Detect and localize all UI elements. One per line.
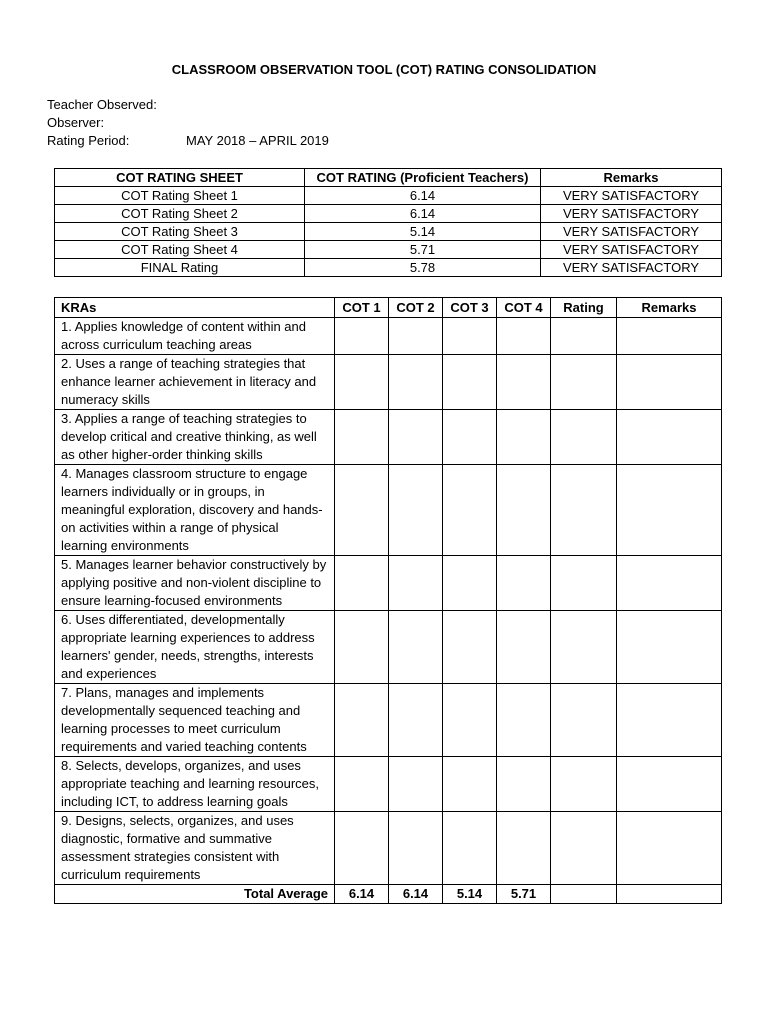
rating-cell xyxy=(617,556,722,611)
table-header-row xyxy=(55,298,722,318)
table-cell: VERY SATISFACTORY xyxy=(541,187,722,205)
rating-cell xyxy=(389,410,443,465)
rating-cell xyxy=(443,684,497,757)
total-average-value: 5.14 xyxy=(443,885,497,904)
rating-cell xyxy=(617,410,722,465)
field-rating-period xyxy=(47,132,329,150)
rating-cell xyxy=(551,757,617,812)
rating-cell xyxy=(335,318,389,355)
table-cell: COT Rating Sheet 2 xyxy=(55,205,305,223)
rating-cell xyxy=(617,684,722,757)
rating-cell xyxy=(551,465,617,556)
rating-cell xyxy=(389,318,443,355)
rating-cell xyxy=(551,318,617,355)
rating-cell xyxy=(335,812,389,885)
table-row xyxy=(55,241,722,259)
kra-description: 1. Applies knowledge of content within and across curriculum teaching areas xyxy=(55,318,335,355)
kra-row xyxy=(55,812,722,885)
table-row xyxy=(55,187,722,205)
kra-row xyxy=(55,757,722,812)
rating-cell xyxy=(389,611,443,684)
rating-cell xyxy=(443,318,497,355)
total-average-row xyxy=(55,885,722,904)
kra-description: 3. Applies a range of teaching strategies to develop critical and creative thinking, as well as other higher-order thinking skills xyxy=(55,410,335,465)
column-header: COT RATING SHEET xyxy=(55,169,305,187)
rating-cell xyxy=(551,556,617,611)
table-row xyxy=(55,259,722,277)
kra-table xyxy=(54,297,722,904)
table-cell: 5.78 xyxy=(305,259,541,277)
rating-cell xyxy=(497,318,551,355)
kra-description: 8. Selects, develops, organizes, and uses appropriate teaching and learning resources, including ICT, to address learning goals xyxy=(55,757,335,812)
rating-cell xyxy=(389,465,443,556)
field-label: Rating Period: xyxy=(47,133,130,148)
column-header: COT 4 xyxy=(497,298,551,318)
table-cell: COT Rating Sheet 1 xyxy=(55,187,305,205)
table-cell: COT Rating Sheet 4 xyxy=(55,241,305,259)
table-cell: VERY SATISFACTORY xyxy=(541,223,722,241)
rating-cell xyxy=(617,757,722,812)
kra-row xyxy=(55,611,722,684)
kra-row xyxy=(55,355,722,410)
rating-cell xyxy=(443,757,497,812)
field-observer xyxy=(47,114,329,132)
rating-cell xyxy=(551,355,617,410)
rating-cell xyxy=(389,556,443,611)
kra-description: 6. Uses differentiated, developmentally appropriate learning experiences to address learners' gender, needs, strengths, interests and experiences xyxy=(55,611,335,684)
total-average-label: Total Average xyxy=(55,885,335,904)
kra-row xyxy=(55,465,722,556)
table-cell: 6.14 xyxy=(305,205,541,223)
kra-row xyxy=(55,684,722,757)
table-cell: 5.71 xyxy=(305,241,541,259)
kra-description: 7. Plans, manages and implements developmentally sequenced teaching and learning processes to meet curriculum requirements and varied teaching contents xyxy=(55,684,335,757)
table-cell: VERY SATISFACTORY xyxy=(541,205,722,223)
total-average-value: 5.71 xyxy=(497,885,551,904)
table-cell: COT Rating Sheet 3 xyxy=(55,223,305,241)
kra-description: 4. Manages classroom structure to engage learners individually or in groups, in meaningful exploration, discovery and hands-on activities within a range of physical learning environments xyxy=(55,465,335,556)
field-value: MAY 2018 – APRIL 2019 xyxy=(186,133,329,148)
column-header: KRAs xyxy=(55,298,335,318)
page-title: CLASSROOM OBSERVATION TOOL (COT) RATING CONSOLIDATION xyxy=(171,62,597,77)
rating-cell xyxy=(551,684,617,757)
rating-cell xyxy=(389,757,443,812)
rating-cell xyxy=(335,757,389,812)
rating-cell xyxy=(617,318,722,355)
column-header: COT RATING (Proficient Teachers) xyxy=(305,169,541,187)
rating-cell xyxy=(389,812,443,885)
rating-cell xyxy=(497,465,551,556)
column-header: Remarks xyxy=(541,169,722,187)
kra-row xyxy=(55,318,722,355)
kra-description: 5. Manages learner behavior constructively by applying positive and non-violent discipline to ensure learning-focused environments xyxy=(55,556,335,611)
rating-cell xyxy=(335,684,389,757)
kra-row xyxy=(55,410,722,465)
rating-cell xyxy=(335,355,389,410)
table-cell: VERY SATISFACTORY xyxy=(541,241,722,259)
kra-row xyxy=(55,556,722,611)
rating-cell xyxy=(335,611,389,684)
table-cell: 6.14 xyxy=(305,187,541,205)
table-header-row xyxy=(55,169,722,187)
rating-cell xyxy=(497,556,551,611)
column-header: COT 2 xyxy=(389,298,443,318)
table-row xyxy=(55,223,722,241)
rating-cell xyxy=(389,355,443,410)
rating-cell xyxy=(443,556,497,611)
table-row xyxy=(55,205,722,223)
total-average-value: 6.14 xyxy=(389,885,443,904)
field-teacher-observed xyxy=(47,96,329,114)
document-fields xyxy=(47,96,329,150)
column-header: Remarks xyxy=(617,298,722,318)
rating-cell xyxy=(551,611,617,684)
rating-cell xyxy=(443,465,497,556)
cot-summary-table xyxy=(54,168,722,277)
kra-description: 9. Designs, selects, organizes, and uses diagnostic, formative and summative assessment strategies consistent with curriculum requirements xyxy=(55,812,335,885)
column-header: COT 1 xyxy=(335,298,389,318)
rating-cell xyxy=(497,611,551,684)
rating-cell xyxy=(443,355,497,410)
rating-cell xyxy=(497,355,551,410)
rating-cell xyxy=(443,812,497,885)
rating-cell xyxy=(497,757,551,812)
total-average-value xyxy=(617,885,722,904)
rating-cell xyxy=(335,410,389,465)
rating-cell xyxy=(551,812,617,885)
table-cell: VERY SATISFACTORY xyxy=(541,259,722,277)
total-average-value xyxy=(551,885,617,904)
column-header: COT 3 xyxy=(443,298,497,318)
rating-cell xyxy=(389,684,443,757)
rating-cell xyxy=(497,684,551,757)
rating-cell xyxy=(443,410,497,465)
rating-cell xyxy=(617,465,722,556)
rating-cell xyxy=(551,410,617,465)
table-cell: FINAL Rating xyxy=(55,259,305,277)
rating-cell xyxy=(335,465,389,556)
rating-cell xyxy=(335,556,389,611)
field-label: Teacher Observed: xyxy=(47,97,157,112)
rating-cell xyxy=(443,611,497,684)
rating-cell xyxy=(617,611,722,684)
rating-cell xyxy=(617,355,722,410)
table-cell: 5.14 xyxy=(305,223,541,241)
rating-cell xyxy=(497,410,551,465)
rating-cell xyxy=(497,812,551,885)
field-label: Observer: xyxy=(47,115,105,130)
kra-description: 2. Uses a range of teaching strategies that enhance learner achievement in literacy and numeracy skills xyxy=(55,355,335,410)
rating-cell xyxy=(617,812,722,885)
column-header: Rating xyxy=(551,298,617,318)
total-average-value: 6.14 xyxy=(335,885,389,904)
